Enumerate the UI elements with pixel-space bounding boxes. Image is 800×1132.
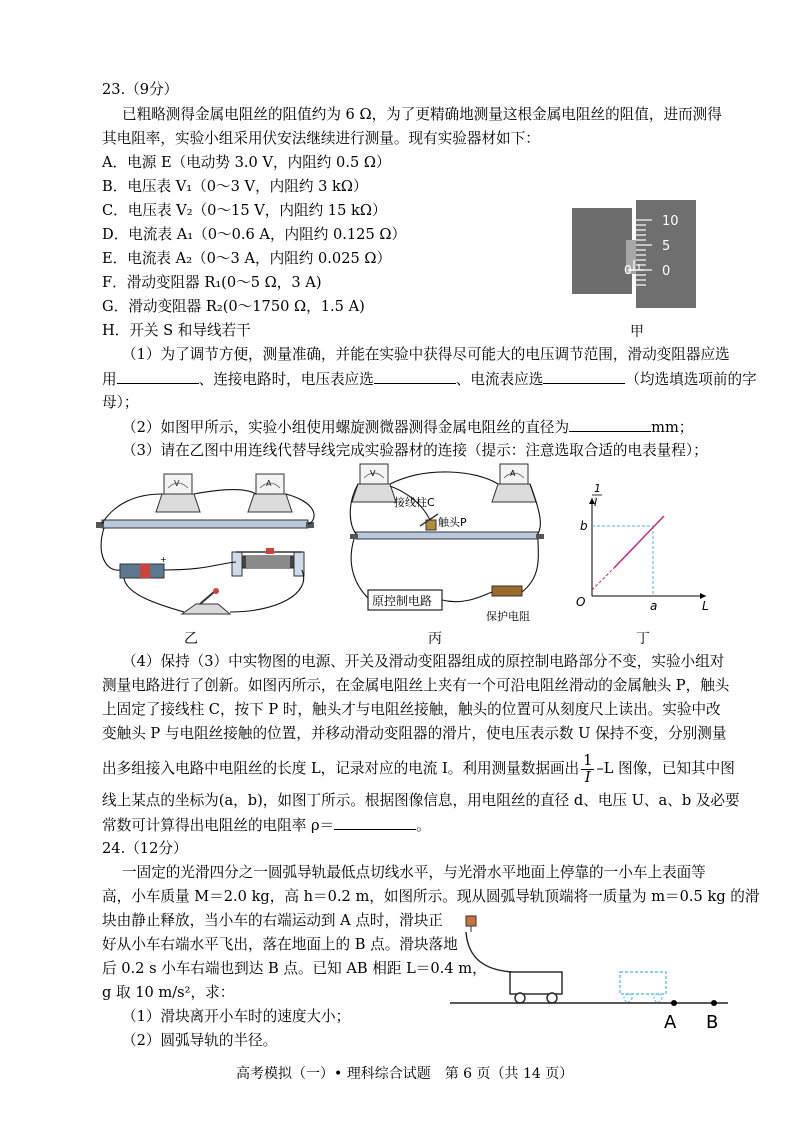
q24-line3: 块由静止释放，当小车的右端运动到 A 点时，滑块正 — [102, 912, 443, 929]
q23-part1-line3: 母）； — [102, 394, 139, 411]
q24-line4: 好从小车右端水平飞出，落在地面上的 B 点。滑块落地 — [102, 936, 458, 953]
yi-ammeter-label: A — [266, 479, 272, 488]
q24-sub1: （1）滑块离开小车时的速度大小； — [122, 1008, 351, 1025]
graph-origin: O — [576, 595, 586, 609]
caption-bing: 丙 — [428, 631, 442, 647]
yi-battery-plus: + — [160, 555, 167, 564]
cart-track-figure — [450, 912, 730, 1037]
equipment-item-e: E．电流表 A₂（0～3 A，内阻约 0.025 Ω） — [102, 250, 392, 267]
equipment-item-a: A．电源 E（电动势 3.0 V，内阻约 0.5 Ω） — [102, 154, 391, 171]
q23-part4-line6: 线上某点的坐标为(a，b)，如图丁所示。根据图像信息，用电阻丝的直径 d、电压 U、a、b 及必要 — [102, 792, 740, 809]
bing-contact-label: 触头P — [438, 516, 467, 529]
q24-line1: 一固定的光滑四分之一圆弧导轨最低点切线水平，与光滑水平地面上停靠的一小车上表面等 — [122, 864, 706, 881]
caption-ding: 丁 — [636, 631, 650, 647]
graph-figure-ding — [570, 478, 720, 618]
answer-blank-ammeter[interactable] — [543, 369, 625, 384]
graph-a-label: a — [650, 599, 658, 613]
q23-intro-line2: 其电阻率，实验小组采用伏安法继续进行测量。现有实验器材如下： — [102, 130, 540, 147]
micrometer-sleeve-zero: 0 — [624, 263, 632, 277]
caption-yi: 乙 — [184, 631, 198, 647]
q23-part4-line5: 出多组接入电路中电阻丝的长度 L，记录对应的电流 I。利用测量数据画出 $\frac{1}{I}$ –L 图像，已知其中图 — [102, 751, 735, 786]
graph-x-label: L — [702, 599, 709, 613]
q23-part4-line2: 测量电路进行了创新。如图丙所示，在金属电阻丝上夹有一个可沿电阻丝滑动的金属触头 P，触头 — [102, 677, 730, 694]
answer-blank-diameter[interactable] — [569, 417, 651, 432]
bing-protect-label: 保护电阻 — [486, 610, 530, 623]
equipment-item-h: H．开关 S 和导线若干 — [102, 322, 251, 339]
q23-part2: （2）如图甲所示，实验小组使用螺旋测微器测得金属电阻丝的直径为 mm； — [122, 419, 694, 436]
page-footer: 高考模拟（一）• 理科综合试题 第 6 页（共 14 页） — [236, 1066, 574, 1082]
equipment-item-c: C．电压表 V₂（0～15 V，内阻约 15 kΩ） — [102, 202, 387, 219]
answer-blank-resistivity[interactable] — [334, 815, 416, 830]
q23-part3: （3）请在乙图中用连线代替导线完成实验器材的连接（提示：注意选取合适的电表量程）； — [122, 442, 708, 459]
graph-b-label: b — [580, 519, 588, 533]
q23-part4-line3: 上固定了接线柱 C，按下 P 时，触头才与电阻丝接触，触头的位置可从刻度尺上读出。实验中改 — [102, 701, 721, 718]
answer-blank-voltmeter[interactable] — [374, 369, 456, 384]
q23-part1-line1: （1）为了调节方便，测量准确，并能在实验中获得尽可能大的电压调节范围，滑动变阻器应选 — [122, 346, 730, 363]
q24-line6: g 取 10 m/s²，求： — [102, 984, 235, 1001]
q24-line2: 高，小车质量 M＝2.0 kg，高 h＝0.2 m，如图所示。现从圆弧导轨顶端将一质量为 m＝0.5 kg 的滑 — [102, 888, 760, 905]
micrometer-label-10: 10 — [662, 214, 679, 229]
micrometer-label-5: 5 — [662, 239, 671, 254]
equipment-item-g: G．滑动变阻器 R₂(0～1750 Ω，1.5 A) — [102, 298, 365, 315]
answer-blank-rheostat[interactable] — [117, 369, 199, 384]
q23-part4-line7: 常数可计算得出电阻丝的电阻率 ρ＝ 。 — [102, 817, 431, 834]
caption-jia: 甲 — [630, 324, 644, 340]
q23-part1-line2: 用 、连接电路时，电压表应选 、电流表应选 （均选填选项前的字 — [102, 371, 757, 388]
graph-y-den: I — [594, 496, 598, 509]
bing-control-label: 原控制电路 — [372, 594, 433, 608]
q23-part4-line4: 变触头 P 与电阻丝接触的位置，并移动滑动变阻器的滑片，使电压表示数 U 保持不变，分别测量 — [102, 725, 727, 742]
equipment-item-b: B．电压表 V₁（0～3 V，内阻约 3 kΩ） — [102, 178, 368, 195]
point-b-label: B — [706, 1012, 719, 1033]
micrometer-figure — [568, 200, 708, 310]
one-over-i-fraction: $\frac{1}{I}$ — [583, 751, 593, 786]
equipment-item-d: D．电流表 A₁（0～0.6 A，内阻约 0.125 Ω） — [102, 226, 407, 243]
micrometer-label-0: 0 — [662, 264, 671, 279]
graph-y-num: 1 — [594, 482, 601, 495]
bing-voltmeter-label: V — [370, 469, 376, 478]
circuit-figure-bing — [346, 456, 546, 626]
q23-header: 23.（9分） — [102, 81, 179, 98]
yi-voltmeter-label: V — [174, 479, 180, 488]
q24-line5: 后 0.2 s 小车右端也到达 B 点。已知 AB 相距 L＝0.4 m， — [102, 960, 487, 977]
q24-header: 24.（12分） — [102, 840, 188, 857]
circuit-figure-yi — [96, 464, 326, 624]
q23-part4-line1: （4）保持（3）中实物图的电源、开关及滑动变阻器组成的原控制电路部分不变，实验小组对 — [122, 653, 725, 670]
point-a-label: A — [664, 1012, 677, 1033]
q23-intro-line1: 已粗略测得金属电阻丝的阻值约为 6 Ω，为了更精确地测量这根金属电阻丝的阻值，进而测得 — [122, 106, 722, 123]
bing-ammeter-label: A — [510, 469, 516, 478]
bing-terminal-label: 接线柱C — [394, 496, 435, 509]
equipment-item-f: F．滑动变阻器 R₁(0～5 Ω，3 A) — [102, 274, 322, 291]
q24-sub2: （2）圆弧导轨的半径。 — [122, 1032, 278, 1049]
